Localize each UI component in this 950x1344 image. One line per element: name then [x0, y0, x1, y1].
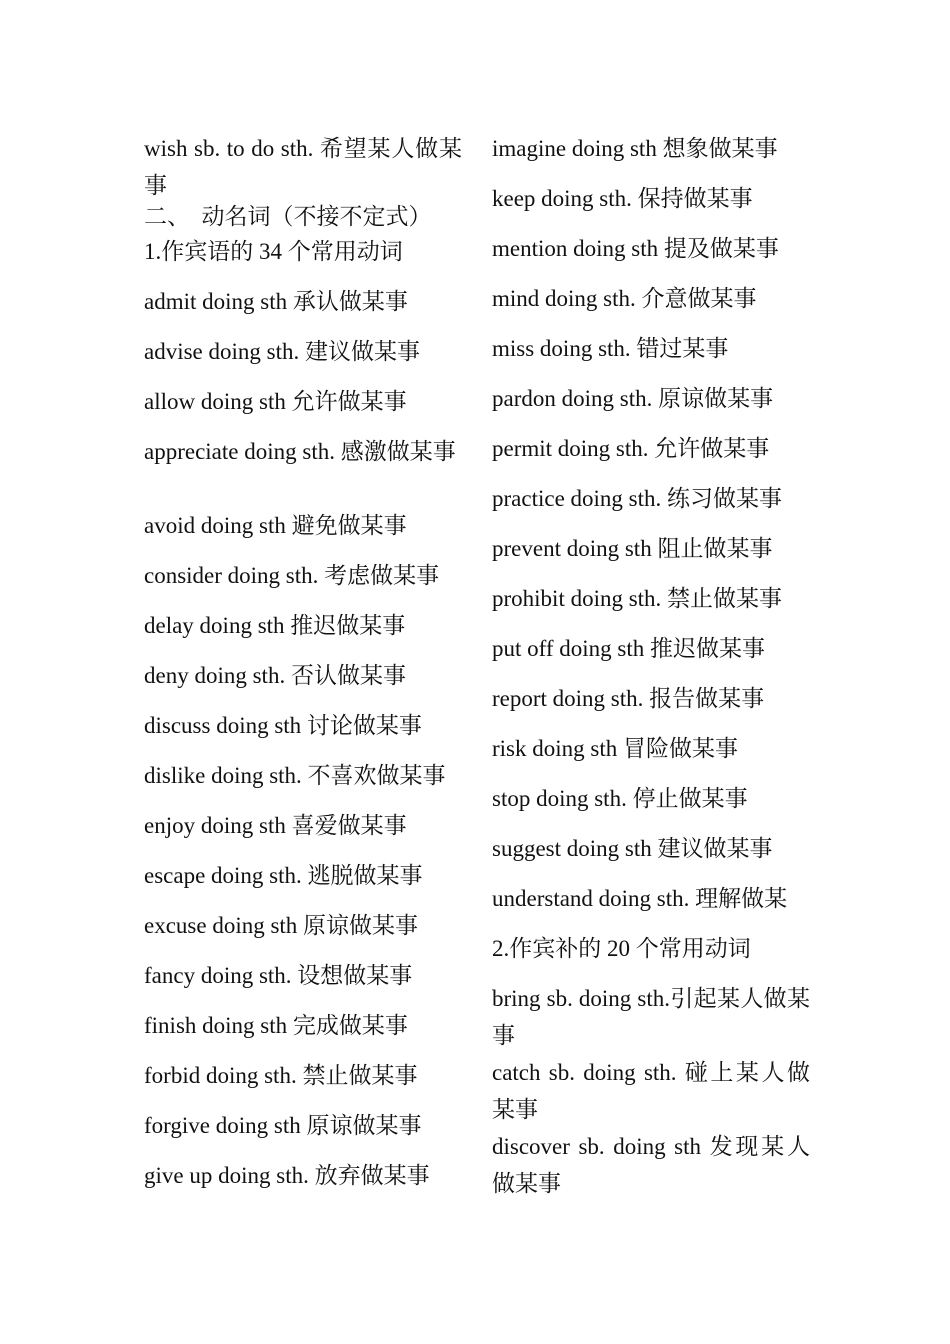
list-item: permit doing sth. 允许做某事 — [492, 436, 770, 461]
list-item: keep doing sth. 保持做某事 — [492, 186, 753, 211]
list-item: give up doing sth. 放弃做某事 — [144, 1163, 430, 1188]
list-item: finish doing sth 完成做某事 — [144, 1013, 408, 1038]
subsection-heading: 1.作宾语的 34 个常用动词 — [144, 239, 403, 264]
list-item: discuss doing sth 讨论做某事 — [144, 713, 422, 738]
list-item: fancy doing sth. 设想做某事 — [144, 963, 413, 988]
list-item: admit doing sth 承认做某事 — [144, 289, 408, 314]
list-item: wish sb. to do sth. 希望某人做某事 — [144, 136, 462, 198]
list-item: advise doing sth. 建议做某事 — [144, 339, 420, 364]
list-item: practice doing sth. 练习做某事 — [492, 486, 783, 511]
list-item: appreciate doing sth. 感激做某事 — [144, 439, 456, 464]
list-item: deny doing sth. 否认做某事 — [144, 663, 406, 688]
list-item: forgive doing sth 原谅做某事 — [144, 1113, 422, 1138]
list-item: escape doing sth. 逃脱做某事 — [144, 863, 423, 888]
list-item: pardon doing sth. 原谅做某事 — [492, 386, 774, 411]
list-item: suggest doing sth 建议做某事 — [492, 836, 773, 861]
list-item: catch sb. doing sth. 碰上某人做某事 — [492, 1060, 810, 1122]
list-item: avoid doing sth 避免做某事 — [144, 513, 407, 538]
list-item: forbid doing sth. 禁止做某事 — [144, 1063, 418, 1088]
right-column — [492, 130, 810, 1202]
subsection-heading: 2.作宾补的 20 个常用动词 — [492, 936, 751, 961]
list-item: put off doing sth 推迟做某事 — [492, 636, 766, 661]
list-item: stop doing sth. 停止做某事 — [492, 786, 748, 811]
list-item: understand doing sth. 理解做某 — [492, 886, 788, 911]
list-item: enjoy doing sth 喜爱做某事 — [144, 813, 407, 838]
list-item: mention doing sth 提及做某事 — [492, 236, 779, 261]
list-item: report doing sth. 报告做某事 — [492, 686, 765, 711]
list-item: prohibit doing sth. 禁止做某事 — [492, 586, 783, 611]
section-heading: 二、 动名词（不接不定式） — [144, 204, 432, 229]
left-column — [144, 130, 462, 1207]
list-item: consider doing sth. 考虑做某事 — [144, 563, 440, 588]
list-item: imagine doing sth 想象做某事 — [492, 136, 778, 161]
list-item: discover sb. doing sth 发现某人做某事 — [492, 1134, 810, 1196]
list-item: excuse doing sth 原谅做某事 — [144, 913, 419, 938]
list-item: bring sb. doing sth.引起某人做某事 — [492, 986, 810, 1048]
list-item: delay doing sth 推迟做某事 — [144, 613, 406, 638]
list-item: miss doing sth. 错过某事 — [492, 336, 729, 361]
list-item: risk doing sth 冒险做某事 — [492, 736, 738, 761]
list-item: allow doing sth 允许做某事 — [144, 389, 407, 414]
list-item: dislike doing sth. 不喜欢做某事 — [144, 763, 446, 788]
list-item: mind doing sth. 介意做某事 — [492, 286, 757, 311]
list-item: prevent doing sth 阻止做某事 — [492, 536, 773, 561]
